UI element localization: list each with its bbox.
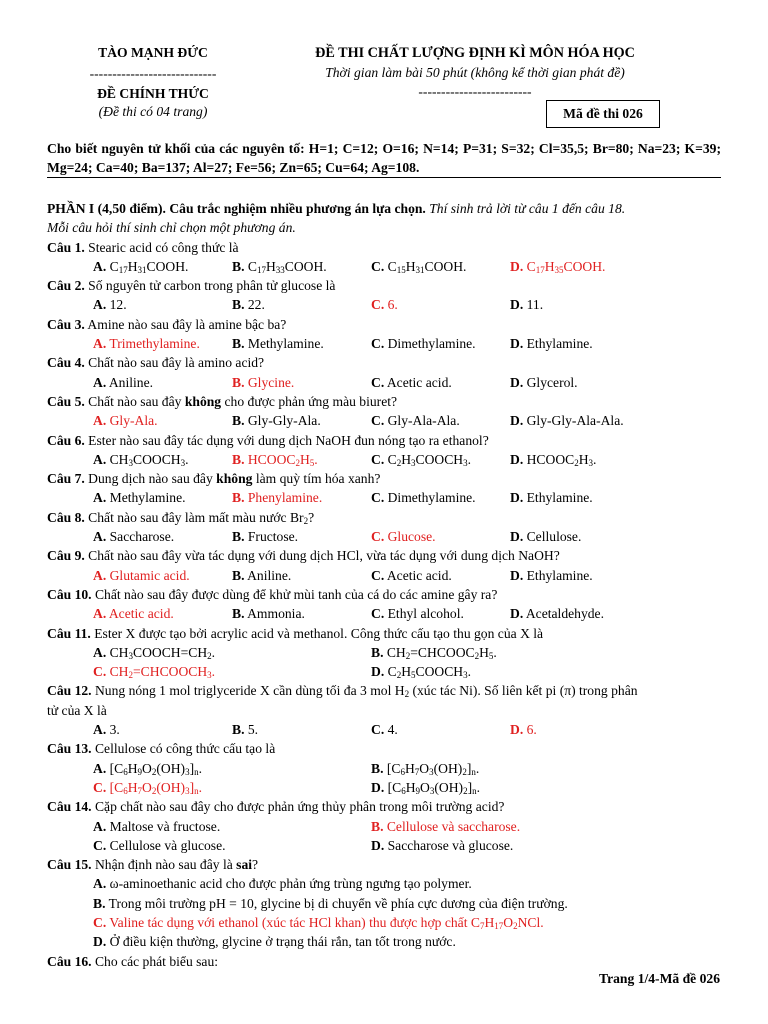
official-label: ĐỀ CHÍNH THỨC — [97, 86, 209, 101]
exam-code-box: Mã đề thi 026 — [546, 100, 660, 128]
question-stem: Câu 13. Cellulose có công thức cấu tạo là — [47, 741, 276, 757]
options-row — [47, 604, 721, 623]
option-d: D. Ở điều kiện thường, glycine ở trạng thái rắn, tan tốt trong nước. — [93, 934, 456, 950]
part1-heading — [47, 199, 721, 238]
option-d: D. Ethylamine. — [510, 567, 593, 583]
question-4 — [47, 353, 721, 392]
left-divider: ---------------------------- — [89, 66, 217, 81]
option-a: A. $CH_3COOCH=CH_2$. — [93, 644, 216, 661]
options-row — [47, 817, 721, 836]
option-a: A. Maltose và fructose. — [93, 818, 221, 834]
question-11 — [47, 624, 721, 682]
question-stem: Câu 8. Chất nào sau đây làm mất màu nước $Br_2$? — [47, 509, 315, 526]
option-b: B. Cellulose và saccharose. — [371, 818, 521, 834]
question-stem: Câu 5. Chất nào sau đây không cho được phản ứng màu biuret? — [47, 393, 398, 409]
option-c: C. Acetic acid. — [371, 567, 452, 583]
option-c: C. 6. — [371, 297, 398, 313]
option-b: B. Aniline. — [232, 567, 292, 583]
question-stem: Câu 12. Nung nóng 1 mol triglyceride X cần dùng tối đa 3 mol $H_2$ (xúc tác Ni). Số liên kết pi (π) trong phân — [47, 683, 638, 700]
options-row — [47, 373, 721, 392]
question-stem: Câu 6. Ester nào sau đây tác dụng với dung dịch NaOH đun nóng tạo ra ethanol? — [47, 432, 489, 448]
option-d: D. 6. — [510, 722, 537, 738]
options-row — [47, 643, 721, 662]
question-6 — [47, 431, 721, 470]
question-stem-cont: tử của X là — [47, 702, 107, 718]
option-d: D. Ethylamine. — [510, 336, 593, 352]
option-d: D. 11. — [510, 297, 544, 313]
options-row — [47, 662, 721, 681]
option-c: C. Dimethylamine. — [371, 336, 476, 352]
option-a: A. Gly-Ala. — [93, 413, 158, 429]
option-b: B. Trong môi trường pH = 10, glycine bị di chuyển về phía cực dương của điện trường. — [93, 895, 568, 911]
atomic-masses: Cho biết nguyên tử khối của các nguyên tố: H=1; C=12; O=16; N=14; P=31; S=32; Cl=35,5; Br=80; Na=23; K=39; Mg=24; Ca=40; Ba=137; Al=27; Fe=56; Zn=65; Cu=64; Ag=108. — [47, 141, 721, 175]
option-d: D. Glycerol. — [510, 374, 578, 390]
option-b: B. Ammonia. — [232, 606, 305, 622]
option-b: B. Gly-Gly-Ala. — [232, 413, 321, 429]
options-row — [47, 257, 721, 276]
option-b: B. Phenylamine. — [232, 490, 323, 506]
question-stem: Câu 3. Amine nào sau đây là amine bậc ba? — [47, 316, 287, 332]
question-stem: Câu 10. Chất nào sau đây được dùng để khử mùi tanh của cá do các amine gây ra? — [47, 586, 498, 602]
options-row — [47, 450, 721, 469]
option-d: D. $C_2H_5COOCH_3$. — [371, 664, 472, 681]
options-row — [47, 894, 721, 913]
options-row — [47, 932, 721, 951]
option-b: B. $HCOOC_2H_5$. — [232, 451, 318, 468]
question-stem: Câu 4. Chất nào sau đây là amino acid? — [47, 355, 265, 371]
option-b: B. $CH_2=CHCOOC_2H_5$. — [371, 644, 497, 661]
option-c: C. Acetic acid. — [371, 374, 452, 390]
question-16 — [47, 952, 721, 971]
options-row — [47, 778, 721, 797]
part1-instruction-2: Mỗi câu hỏi thí sinh chỉ chọn một phương án. — [47, 220, 296, 236]
question-stem: Câu 7. Dung dịch nào sau đây không làm quỳ tím hóa xanh? — [47, 471, 381, 487]
options-row — [47, 913, 721, 932]
option-a: A. 3. — [93, 722, 120, 738]
option-a: A. Methylamine. — [93, 490, 186, 506]
option-c: C. $[C_6H_7O_2(OH)_3]_n$. — [93, 779, 203, 796]
options-row — [47, 334, 721, 353]
option-c: C. Ethyl alcohol. — [371, 606, 464, 622]
author-name: TÀO MẠNH ĐỨC — [98, 45, 208, 60]
question-list — [47, 238, 721, 971]
options-row — [47, 295, 721, 314]
option-d: D. Ethylamine. — [510, 490, 593, 506]
option-c: C. Dimethylamine. — [371, 490, 476, 506]
option-b: B. $C_{17}H_{33}COOH$. — [232, 258, 327, 275]
question-stem: Câu 1. Stearic acid có công thức là — [47, 239, 239, 255]
option-a: A. Saccharose. — [93, 529, 175, 545]
question-2 — [47, 276, 721, 315]
page-footer: Trang 1/4-Mã đề 026 — [599, 971, 720, 986]
option-a: A. Trimethylamine. — [93, 336, 200, 352]
options-row — [47, 488, 721, 507]
question-stem: Câu 14. Cặp chất nào sau đây cho được phản ứng thủy phân trong môi trường acid? — [47, 799, 505, 815]
option-d: D. $[C_6H_9O_3(OH)_2]_n$. — [371, 779, 481, 796]
question-stem: Câu 9. Chất nào sau đây vừa tác dụng với dung dịch HCl, vừa tác dụng với dung dịch NaOH? — [47, 548, 560, 564]
option-c: C. Cellulose và glucose. — [93, 837, 226, 853]
question-8 — [47, 508, 721, 547]
question-15 — [47, 855, 721, 951]
option-d: D. $HCOOC_2H_3$. — [510, 451, 597, 468]
option-a: A. Acetic acid. — [93, 606, 174, 622]
question-12 — [47, 681, 721, 739]
options-row — [47, 527, 721, 546]
question-7 — [47, 469, 721, 508]
right-divider: ------------------------- — [418, 84, 532, 99]
question-3 — [47, 315, 721, 354]
options-row — [47, 759, 721, 778]
option-b: B. Glycine. — [232, 374, 295, 390]
option-b: B. 22. — [232, 297, 265, 313]
option-d: D. Saccharose và glucose. — [371, 837, 514, 853]
options-row — [47, 566, 721, 585]
header-rule — [47, 177, 721, 178]
option-c: C. 4. — [371, 722, 398, 738]
option-a: A. Glutamic acid. — [93, 567, 190, 583]
option-a: A. Aniline. — [93, 374, 154, 390]
exam-time: Thời gian làm bài 50 phút (không kể thời gian phát đề) — [325, 65, 625, 80]
question-stem: Câu 2. Số nguyên tử carbon trong phân tử glucose là — [47, 278, 336, 294]
option-a: A. $[C_6H_9O_2(OH)_3]_n$. — [93, 760, 203, 777]
option-d: D. Cellulose. — [510, 529, 582, 545]
question-stem: Câu 15. Nhận định nào sau đây là sai? — [47, 857, 259, 873]
option-d: D. Acetaldehyde. — [510, 606, 604, 622]
part1-title: PHẦN I (4,50 điểm). Câu trắc nghiệm nhiều phương án lựa chọn. — [47, 201, 426, 216]
part1-instruction: Thí sinh trả lời từ câu 1 đến câu 18. — [425, 201, 626, 216]
question-10 — [47, 585, 721, 624]
page-count: (Đề thi có 04 trang) — [98, 104, 208, 119]
option-a: A. $CH_3COOCH_3$. — [93, 451, 189, 468]
option-c: C. Glucose. — [371, 529, 436, 545]
options-row — [47, 411, 721, 430]
question-stem: Câu 11. Ester X được tạo bởi acrylic acid và methanol. Công thức cấu tạo thu gọn của X là — [47, 625, 544, 641]
option-b: B. Methylamine. — [232, 336, 324, 352]
option-d: D. $C_{17}H_{35}COOH$. — [510, 258, 606, 275]
exam-body — [47, 199, 721, 971]
options-row — [47, 836, 721, 855]
option-c: C. Valine tác dụng với ethanol (xúc tác HCl khan) thu được hợp chất $C_7H_{17}O_2NCl$. — [93, 914, 544, 931]
option-c: C. $C_{15}H_{31}COOH$. — [371, 258, 467, 275]
option-b: B. $[C_6H_7O_3(OH)_2]_n$. — [371, 760, 480, 777]
option-d: D. Gly-Gly-Ala-Ala. — [510, 413, 624, 429]
option-b: B. Fructose. — [232, 529, 299, 545]
option-a: A. 12. — [93, 297, 127, 313]
question-1 — [47, 238, 721, 277]
question-9 — [47, 546, 721, 585]
options-row — [47, 874, 721, 893]
option-c: C. $C_2H_3COOCH_3$. — [371, 451, 472, 468]
exam-title: ĐỀ THI CHẤT LƯỢNG ĐỊNH KÌ MÔN HÓA HỌC — [315, 45, 635, 61]
options-row — [47, 720, 721, 739]
question-stem: Câu 16. Cho các phát biểu sau: — [47, 953, 219, 969]
option-c: C. $CH_2=CHCOOCH_3$. — [93, 664, 216, 681]
option-c: C. Gly-Ala-Ala. — [371, 413, 460, 429]
question-13 — [47, 739, 721, 797]
option-a: A. ω-aminoethanic acid cho được phản ứng trùng ngưng tạo polymer. — [93, 876, 472, 892]
question-5 — [47, 392, 721, 431]
option-b: B. 5. — [232, 722, 259, 738]
option-a: A. $C_{17}H_{31}COOH$. — [93, 258, 189, 275]
question-14 — [47, 797, 721, 855]
